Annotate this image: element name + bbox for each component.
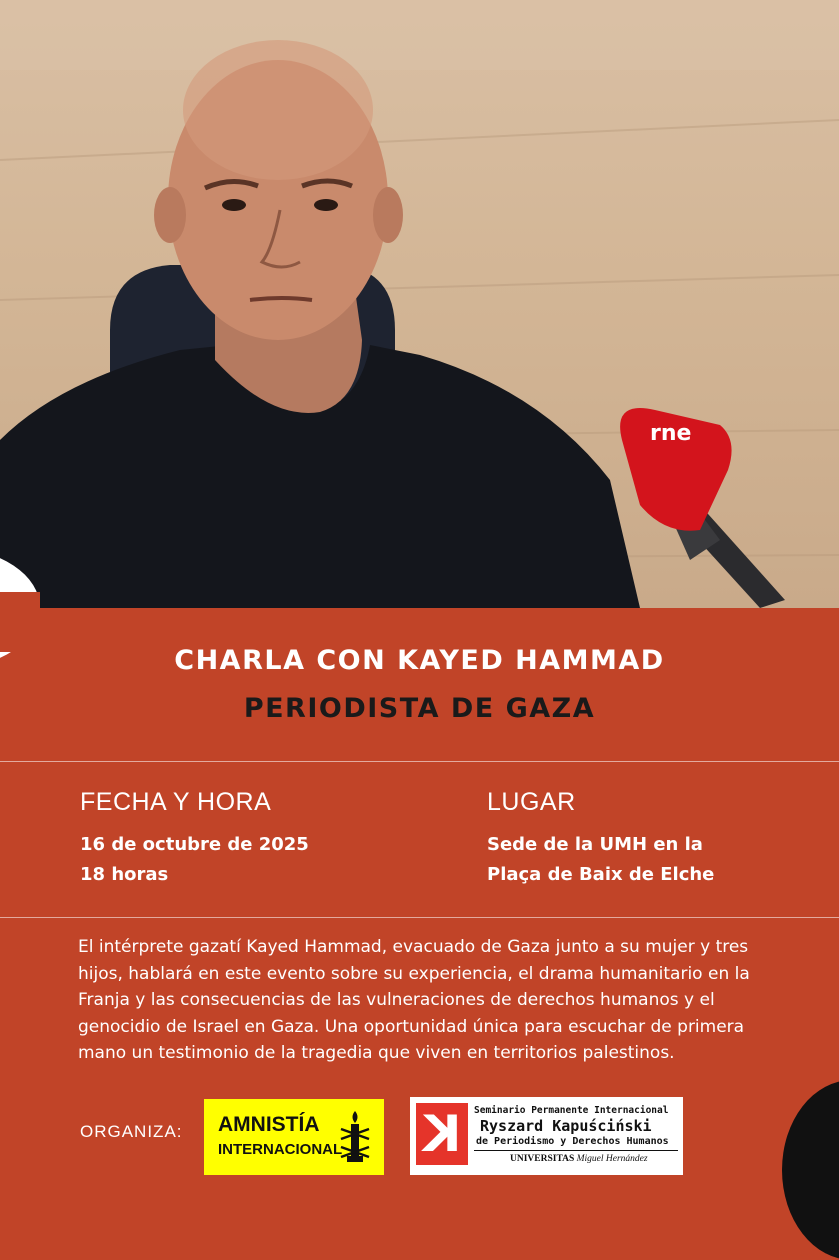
amnesty-logo-line1: AMNISTÍA: [218, 1113, 320, 1136]
date-heading: FECHA Y HORA: [80, 788, 272, 816]
description-line: mano un testimonio de la tragedia que viven en territorios palestinos.: [78, 1043, 675, 1064]
kapuscinski-k-mark: K: [416, 1103, 468, 1165]
university-name: UNIVERSITAS Miguel Hernández: [510, 1154, 648, 1164]
time-value: 18 horas: [80, 864, 169, 885]
description-line: genocidio de Israel en Gaza. Una oportunidad única para escuchar de primera: [78, 1016, 745, 1037]
amnesty-logo-line2: INTERNACIONAL: [218, 1141, 343, 1158]
divider: [0, 917, 839, 918]
description-line: Franja y las consecuencias de las vulneraciones de derechos humanos y el: [78, 990, 715, 1011]
mic-brand-label: rne: [650, 421, 692, 446]
amnesty-logo: [204, 1099, 384, 1175]
description-line: hijos, hablará en este evento sobre su experiencia, el drama humanitario en la: [78, 963, 750, 984]
decorative-crescent-right: [782, 1080, 839, 1260]
divider: [0, 761, 839, 762]
kapuscinski-line3: de Periodismo y Derechos Humanos: [476, 1136, 669, 1147]
kapuscinski-line1: Seminario Permanente Internacional: [474, 1105, 669, 1116]
candle-barbed-wire-icon: [338, 1109, 372, 1167]
event-title: CHARLA CON KAYED HAMMAD: [174, 645, 665, 676]
speaker-photo: [0, 0, 839, 608]
organizers-label: ORGANIZA:: [80, 1122, 183, 1141]
place-line-1: Sede de la UMH en la: [487, 834, 703, 855]
photo-illustration: [0, 0, 839, 608]
event-description: [78, 934, 768, 1067]
event-subtitle: PERIODISTA DE GAZA: [243, 693, 596, 724]
place-line-2: Plaça de Baix de Elche: [487, 864, 715, 885]
place-heading: LUGAR: [487, 788, 576, 816]
kapuscinski-line2: Ryszard Kapuściński: [480, 1117, 652, 1135]
description-line: El intérprete gazatí Kayed Hammad, evacuado de Gaza junto a su mujer y tres: [78, 937, 749, 957]
microphone: [620, 408, 785, 608]
date-value: 16 de octubre de 2025: [80, 834, 309, 855]
kapuscinski-seminar-logo: [410, 1097, 683, 1175]
